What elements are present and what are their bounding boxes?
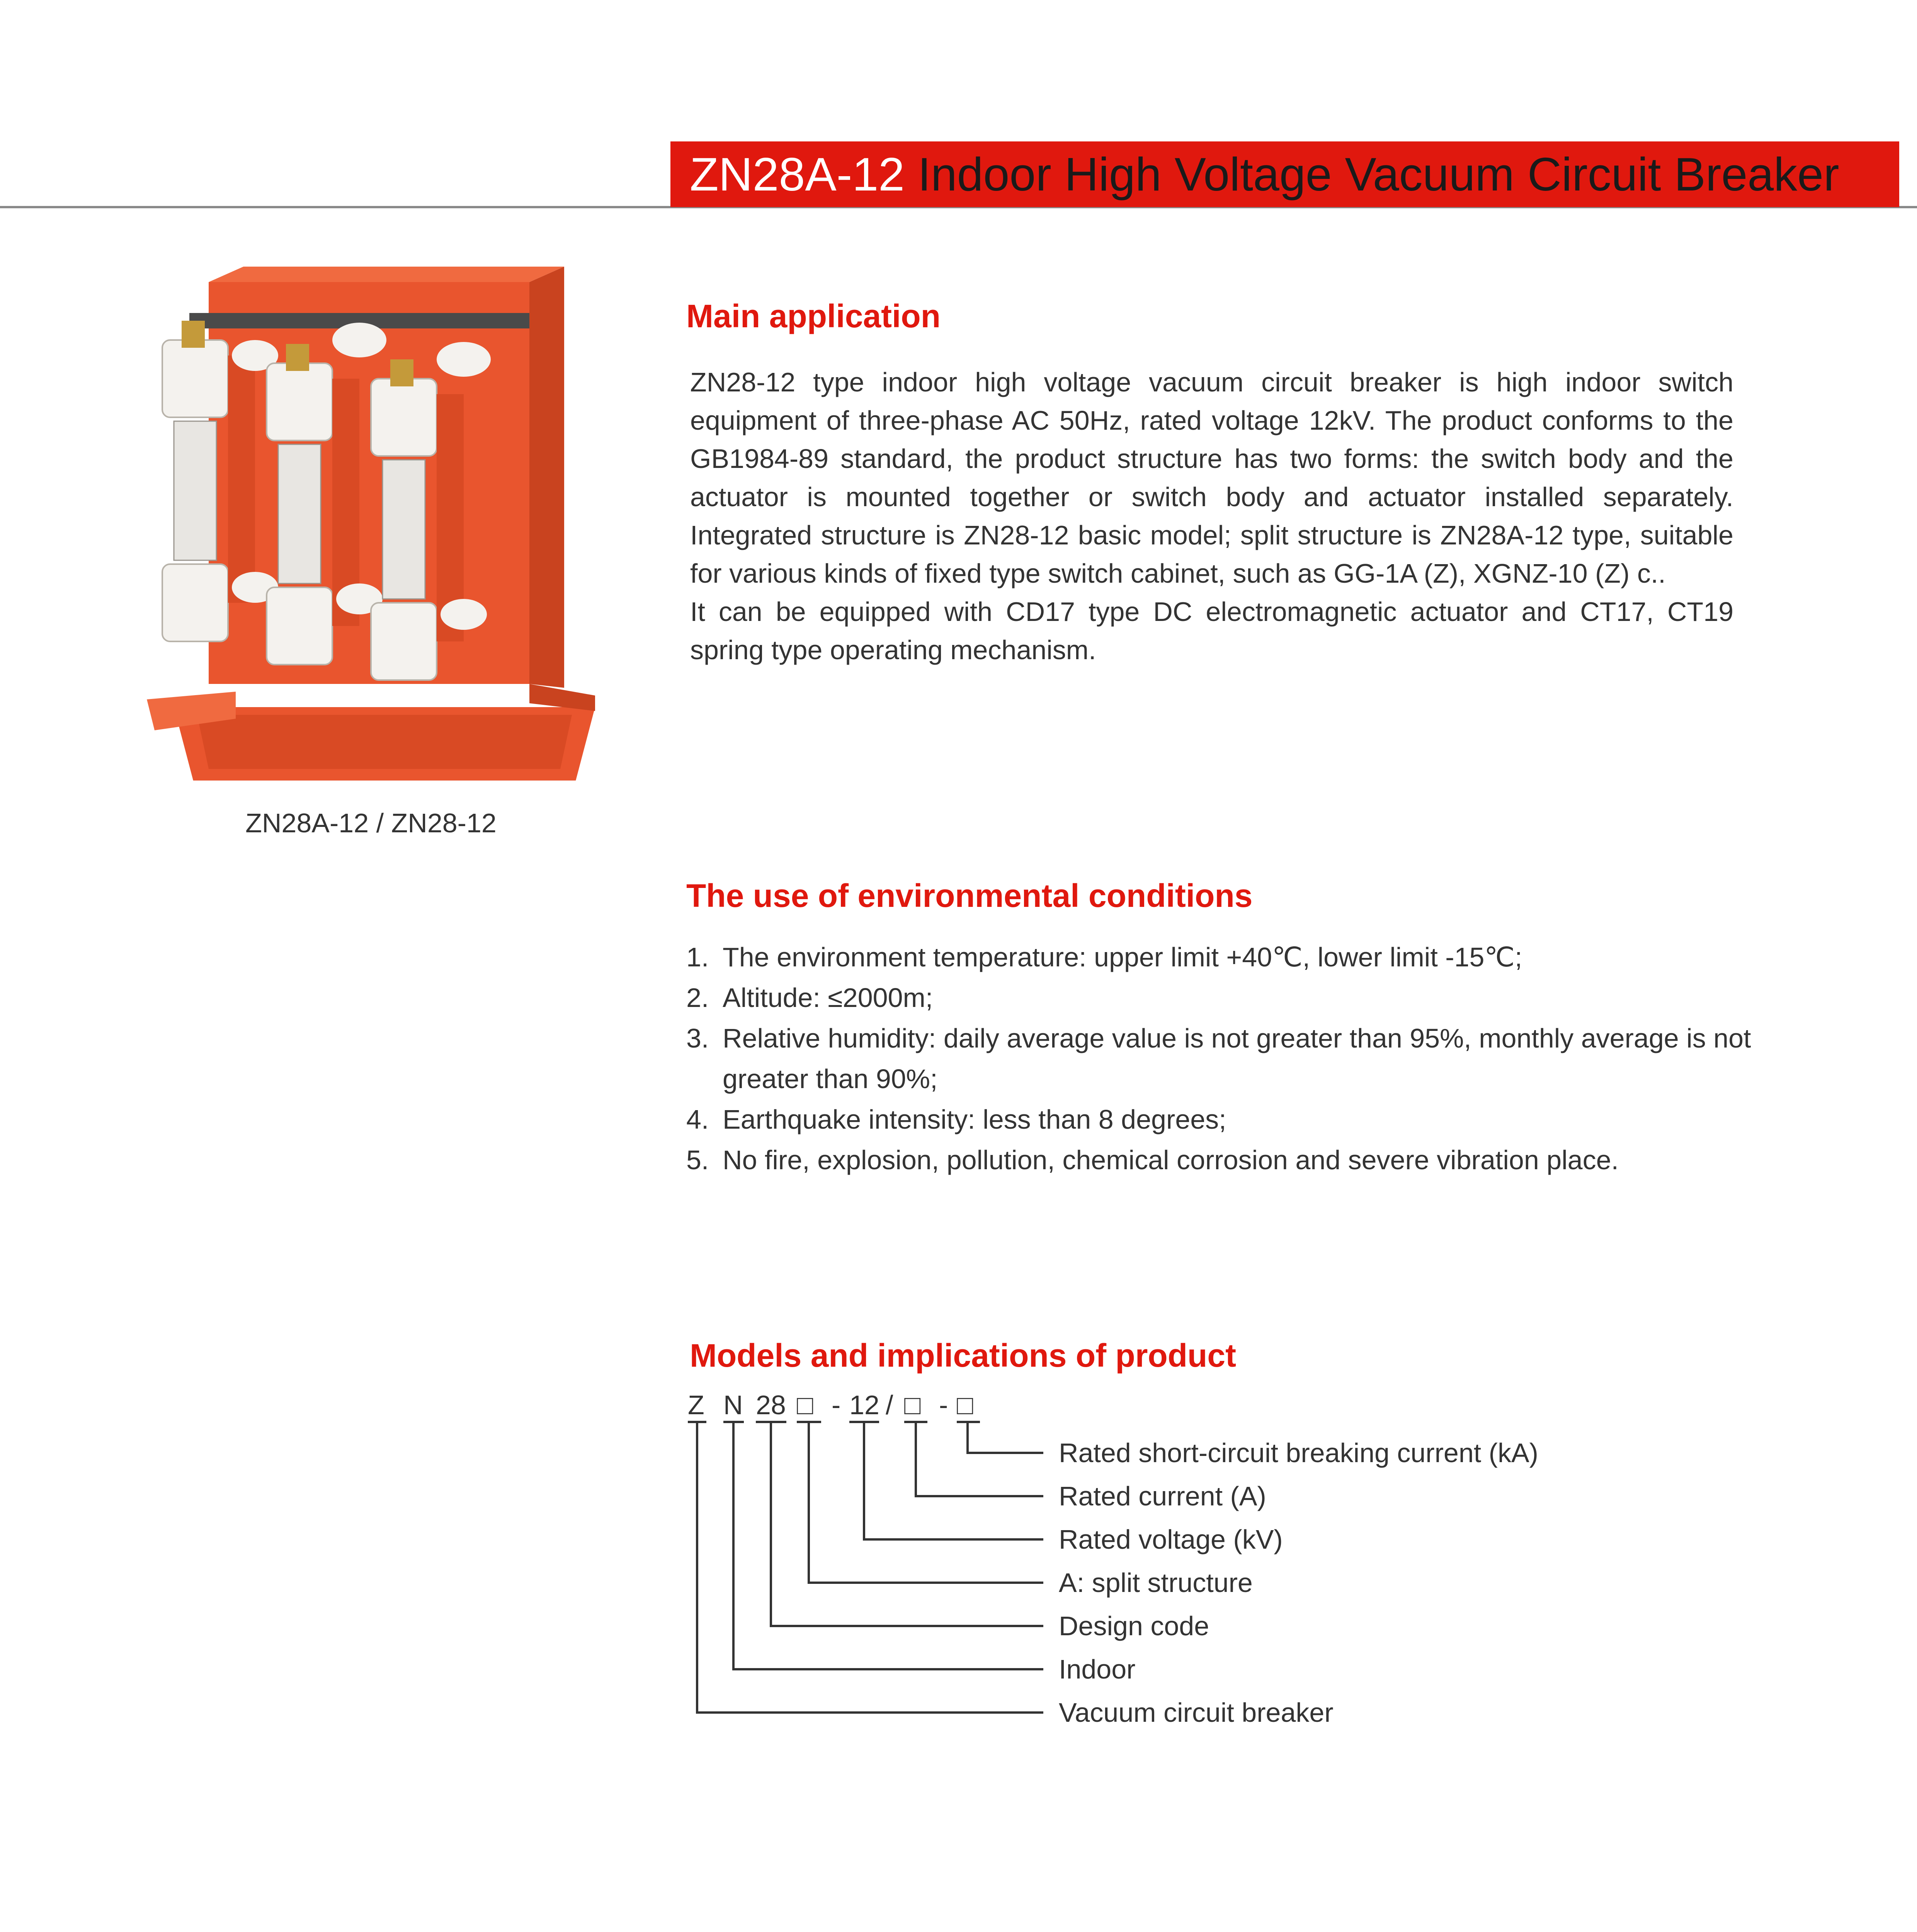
- condition-text: Relative humidity: daily average value is not greater than 95%, monthly average is not greater than 90%;: [723, 1023, 1751, 1094]
- title-model: ZN28A-12: [690, 148, 905, 201]
- code-box-3: □: [957, 1390, 973, 1420]
- code-n: N: [723, 1390, 743, 1420]
- code-z: Z: [688, 1390, 704, 1420]
- condition-item: [686, 978, 1753, 1018]
- main-application-paragraph-2: It can be equipped with CD17 type DC electromagnetic actuator and CT17, CT19 spring type operating mechanism.: [690, 597, 1733, 665]
- condition-item: [686, 1140, 1753, 1180]
- condition-text: No fire, explosion, pollution, chemical corrosion and severe vibration place.: [723, 1145, 1619, 1175]
- model-code-diagram: [688, 1387, 1692, 1754]
- code-leader-lines: [688, 1422, 1043, 1713]
- meaning-rated-current: Rated current (A): [1059, 1481, 1266, 1511]
- condition-item: [686, 1018, 1753, 1099]
- conditions-list: [686, 937, 1753, 1180]
- code-box-2: □: [904, 1390, 921, 1420]
- condition-number: 3.: [686, 1023, 709, 1053]
- condition-number: 4.: [686, 1104, 709, 1134]
- code-slash: /: [886, 1390, 893, 1420]
- main-application-text: [690, 363, 1733, 669]
- meaning-breaking-current: Rated short-circuit breaking current (kA): [1059, 1438, 1538, 1468]
- title-bar: [670, 141, 1899, 207]
- condition-number: 2.: [686, 983, 709, 1013]
- condition-text: Altitude: ≤2000m;: [723, 983, 933, 1013]
- meaning-split-structure: A: split structure: [1059, 1568, 1253, 1598]
- section-heading-main-application: Main application: [686, 298, 941, 334]
- condition-item: [686, 1099, 1753, 1140]
- main-application-paragraph-1: ZN28-12 type indoor high voltage vacuum circuit breaker is high indoor switch equipment of three-phase AC 50Hz, rated voltage 12kV. The product conforms to the GB1984-89 standard, the product structure has two forms: the switch body and the actuator is mounted together or switch body and actuator installed separately. Integrated structure is ZN28-12 basic model; split structure is ZN28A-12 type, suitable for various kinds of fixed type switch cabinet, such as GG-1A (Z), XGNZ-10 (Z) c..: [690, 367, 1733, 588]
- code-12: 12: [849, 1390, 879, 1420]
- code-dash-2: -: [939, 1390, 948, 1420]
- meaning-vacuum-circuit-breaker: Vacuum circuit breaker: [1059, 1697, 1334, 1728]
- section-heading-environment: The use of environmental conditions: [686, 878, 1253, 914]
- meaning-rated-voltage: Rated voltage (kV): [1059, 1524, 1283, 1554]
- page-title: Indoor High Voltage Vacuum Circuit Breaker: [917, 148, 1839, 201]
- condition-text: The environment temperature: upper limit +40℃, lower limit -15℃;: [723, 942, 1522, 972]
- code-28: 28: [756, 1390, 786, 1420]
- condition-text: Earthquake intensity: less than 8 degrees;: [723, 1104, 1226, 1134]
- meaning-design-code: Design code: [1059, 1611, 1209, 1641]
- condition-item: [686, 937, 1753, 978]
- meaning-indoor: Indoor: [1059, 1654, 1136, 1684]
- condition-number: 1.: [686, 942, 709, 972]
- code-dash-1: -: [832, 1390, 841, 1420]
- section-heading-models: Models and implications of product: [690, 1337, 1237, 1374]
- product-caption: ZN28A-12 / ZN28-12: [245, 808, 497, 838]
- vacuum-circuit-breaker-photo-icon: [139, 267, 618, 784]
- code-box-1: □: [797, 1390, 813, 1420]
- condition-number: 5.: [686, 1145, 709, 1175]
